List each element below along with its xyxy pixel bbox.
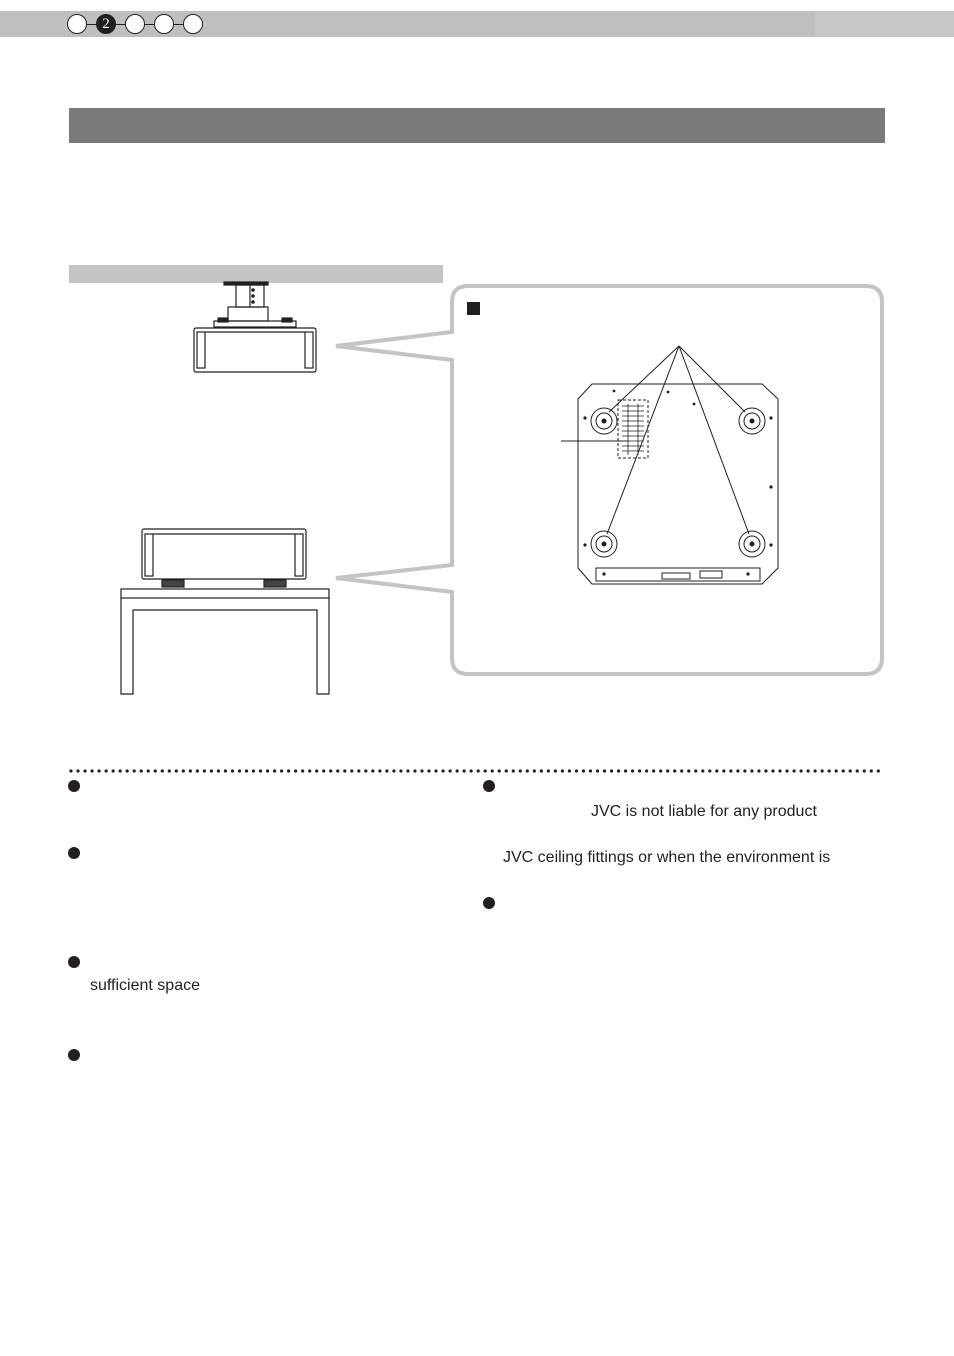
dotted-separator	[69, 768, 887, 774]
projector-bottom-view	[578, 384, 778, 584]
bullet-point	[68, 780, 80, 792]
note-liability-line-1: JVC is not liable for any product	[591, 803, 817, 820]
callout-leader-lines	[561, 346, 749, 534]
step-2-circle-active: 2	[96, 14, 116, 34]
ceiling-mounted-projector-illustration	[194, 282, 316, 372]
bullet-point	[483, 897, 495, 909]
bullet-point	[68, 1049, 80, 1061]
table-mounted-projector-illustration	[121, 529, 329, 694]
note-liability-line-2: JVC ceiling fittings or when the environment is	[503, 849, 831, 866]
note-sufficient-space: sufficient space	[90, 977, 200, 994]
callout-frame	[336, 286, 882, 674]
bullet-point	[68, 956, 80, 968]
bullet-point	[483, 780, 495, 792]
callout-square-marker	[467, 302, 480, 315]
bullet-point	[68, 847, 80, 859]
